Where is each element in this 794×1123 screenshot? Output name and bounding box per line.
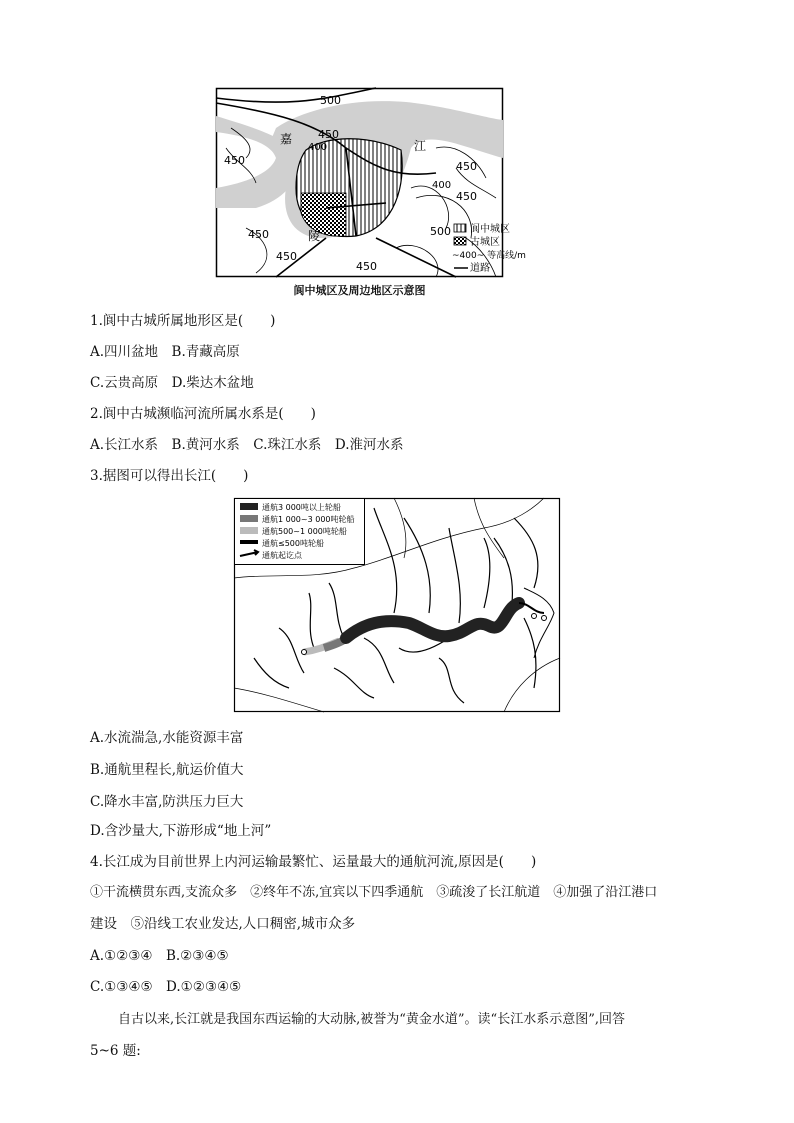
legend-contour: ~400~ 等高线/m (452, 251, 526, 261)
q3-option-d: D.含沙量大,下游形成“地上河” (90, 823, 272, 839)
navigation-endpoint (302, 650, 307, 655)
legend-item: 通航1 000~3 000吨轮船 (262, 515, 355, 524)
legend-swatch-1 (240, 503, 258, 510)
intro-paragraph-cont: 5~6 题: (90, 1043, 141, 1059)
yangtze-navigation-map (234, 498, 560, 712)
legend-item: 通航500~1 000吨轮船 (262, 527, 347, 536)
question-1: 1.阆中古城所属地形区是( ) (90, 313, 276, 329)
legend-swatch-3 (240, 527, 258, 534)
contour-label: 500 (320, 94, 341, 107)
question-3: 3.据图可以得出长江( ) (90, 468, 249, 484)
q1-options-cd: C.云贵高原 D.柴达木盆地 (90, 375, 254, 391)
q3-option-a: A.水流湍急,水能资源丰富 (90, 730, 244, 746)
legend-city-swatch (454, 224, 466, 232)
legend-swatch-2 (240, 515, 258, 522)
q4-options-cd: C.①③④⑤ D.①②③④⑤ (90, 979, 242, 995)
river-label: 江 (414, 139, 427, 153)
navigation-endpoint (532, 614, 537, 619)
contour-label: 450 (276, 250, 297, 263)
legend-item: 通航起讫点 (262, 551, 302, 560)
legend-road: 道路 (470, 263, 490, 274)
contour-label: 450 (224, 154, 245, 167)
question-4: 4.长江成为目前世界上内河运输最繁忙、运量最大的通航河流,原因是( ) (90, 854, 537, 870)
legend-old-city-swatch (454, 237, 466, 245)
legend-item: 通航3 000吨以上轮船 (262, 503, 341, 512)
contour-label: 450 (456, 190, 477, 203)
q3-option-b: B.通航里程长,航运价值大 (90, 762, 244, 778)
q4-statements-1: ①干流横贯东西,支流众多 ②终年不冻,宜宾以下四季通航 ③疏浚了长江航道 ④加强了沿江港口 (90, 885, 658, 900)
navigation-endpoint (542, 616, 547, 621)
question-2: 2.阆中古城濒临河流所属水系是( ) (90, 406, 316, 422)
contour-label: 450 (318, 128, 339, 141)
contour-label: 400 (308, 142, 328, 153)
q3-option-c: C.降水丰富,防洪压力巨大 (90, 794, 244, 810)
legend-old-city: 古城区 (470, 237, 500, 248)
contour-label: 500 (430, 225, 451, 238)
intro-paragraph: 自古以来,长江就是我国东西运输的大动脉,被誉为“黄金水道”。读“长江水系示意图”,回答 (118, 1012, 625, 1027)
contour-label: 450 (456, 160, 477, 173)
contour-label: 400 (432, 180, 452, 191)
contour-label: 450 (248, 228, 269, 241)
figure-caption: 阆中城区及周边地区示意图 (293, 284, 426, 297)
legend-city: 阆中城区 (470, 224, 510, 235)
river-label: 陵 (308, 229, 321, 243)
q1-options-ab: A.四川盆地 B.青藏高原 (90, 344, 240, 360)
contour-label: 450 (356, 260, 377, 273)
q4-options-ab: A.①②③④ B.②③④⑤ (90, 948, 229, 964)
river-label: 嘉 (280, 132, 293, 146)
q2-options: A.长江水系 B.黄河水系 C.珠江水系 D.淮河水系 (90, 437, 404, 453)
legend-item: 通航≤500吨轮船 (262, 539, 324, 548)
legend-swatch-4 (240, 540, 258, 544)
q4-statements-2: 建设 ⑤沿线工农业发达,人口稠密,城市众多 (90, 916, 356, 932)
langzhong-map (216, 88, 526, 277)
